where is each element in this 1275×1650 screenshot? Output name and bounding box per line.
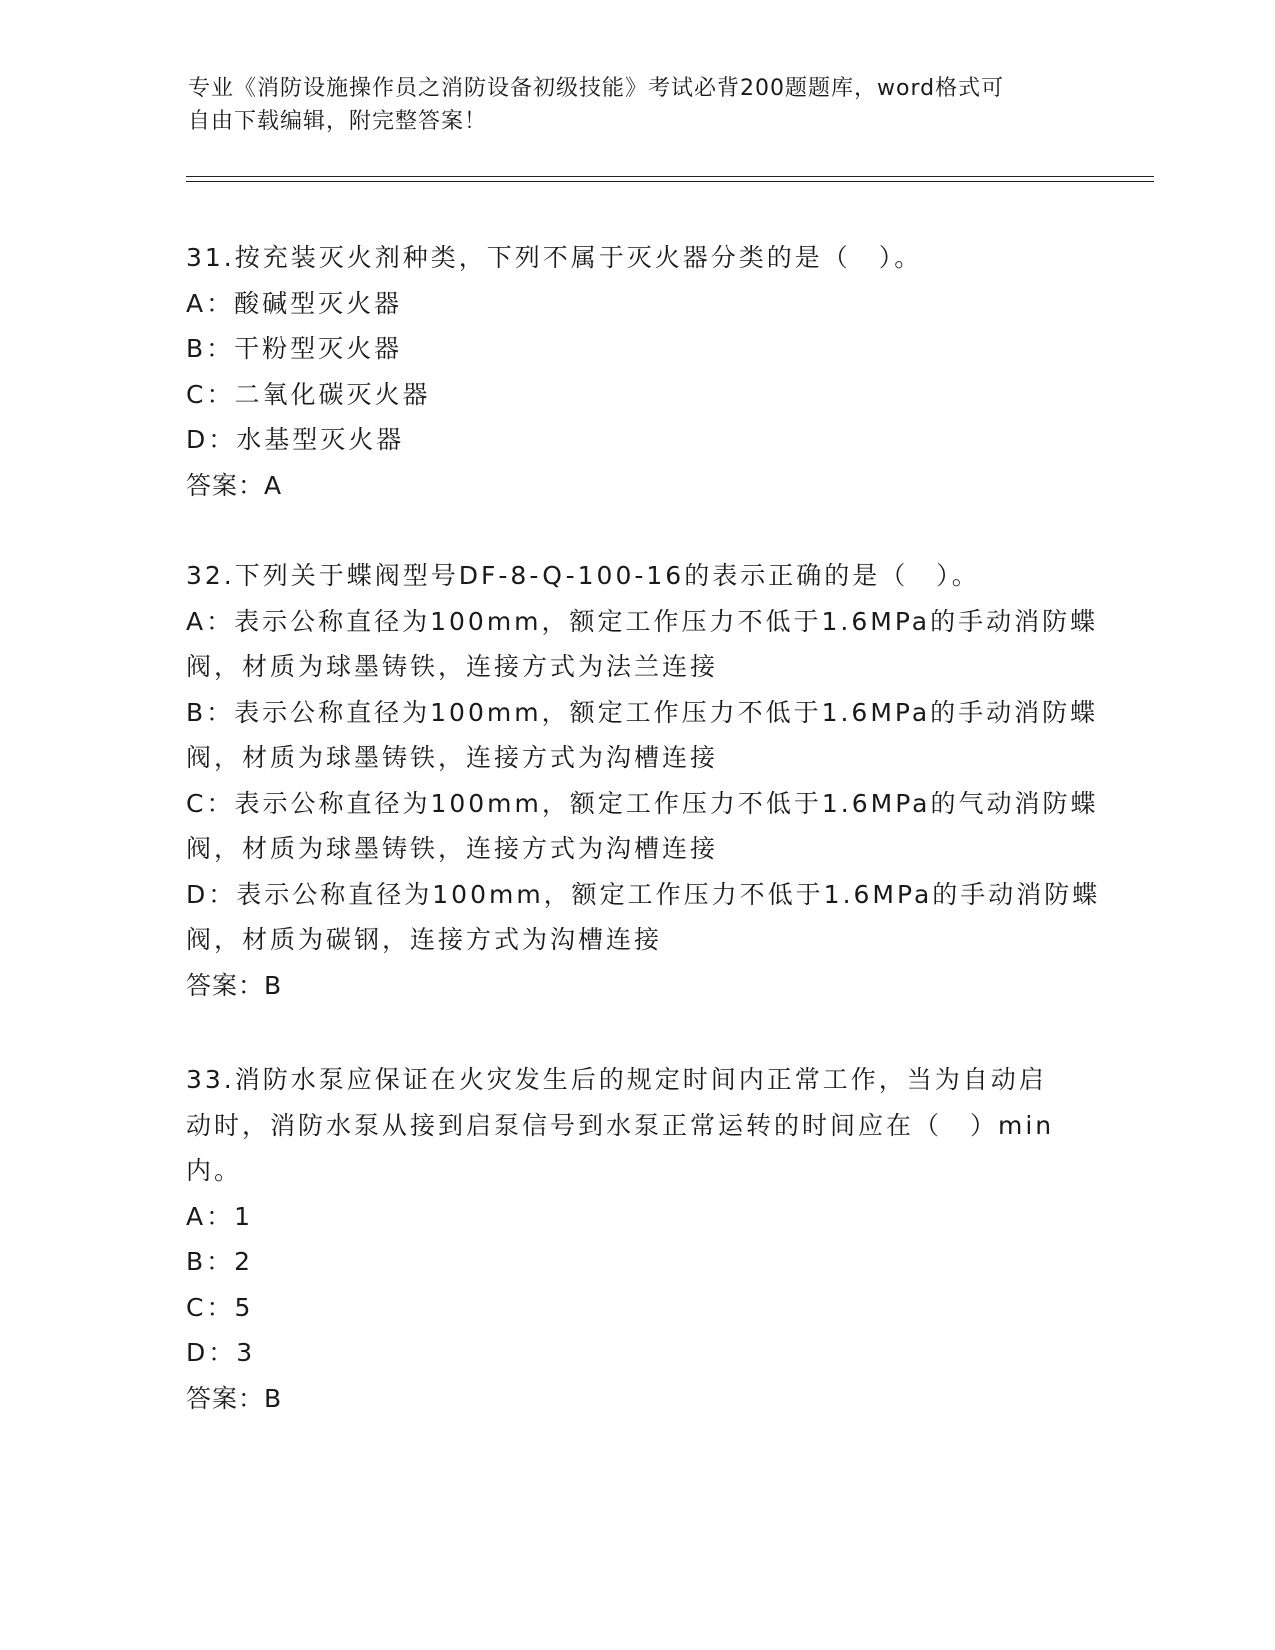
question-stem: 33.消防水泵应保证在火灾发生后的规定时间内正常工作，当为自动启 bbox=[186, 1065, 1047, 1094]
option-d: D：表示公称直径为100mm，额定工作压力不低于1.6MPa的手动消防蝶 bbox=[186, 879, 1101, 909]
option-c: C：二氧化碳灭火器 bbox=[186, 379, 431, 409]
header-line-1: 专业《消防设施操作员之消防设备初级技能》考试必背200题题库，word格式可 bbox=[188, 76, 1005, 101]
question-33 bbox=[186, 1057, 1086, 1421]
option-c: C：表示公称直径为100mm，额定工作压力不低于1.6MPa的气动消防蝶 bbox=[186, 788, 1099, 818]
option-d-continued: 阀，材质为碳钢，连接方式为沟槽连接 bbox=[186, 925, 663, 954]
option-d: D：3 bbox=[186, 1338, 256, 1367]
answer-label: 答案：A bbox=[186, 470, 283, 500]
option-d: D：水基型灭火器 bbox=[186, 425, 405, 454]
option-c: C：5 bbox=[186, 1292, 254, 1322]
option-a: A：表示公称直径为100mm，额定工作压力不低于1.6MPa的手动消防蝶 bbox=[186, 606, 1099, 636]
question-stem-end: 内。 bbox=[186, 1156, 243, 1185]
option-a: A：酸碱型灭火器 bbox=[186, 288, 403, 318]
option-b-continued: 阀，材质为球墨铸铁，连接方式为沟槽连接 bbox=[186, 743, 719, 772]
option-a-continued: 阀，材质为球墨铸铁，连接方式为法兰连接 bbox=[186, 652, 719, 681]
document-header bbox=[188, 72, 1088, 138]
question-stem-continued: 动时，消防水泵从接到启泵信号到水泵正常运转的时间应在（ ）min bbox=[186, 1110, 1055, 1140]
option-c-continued: 阀，材质为球墨铸铁，连接方式为沟槽连接 bbox=[186, 834, 719, 863]
answer-label: 答案：B bbox=[186, 970, 283, 1000]
header-divider-bottom bbox=[186, 181, 1154, 182]
answer-label: 答案：B bbox=[186, 1383, 283, 1413]
option-b: B：2 bbox=[186, 1247, 254, 1276]
option-b: B：表示公称直径为100mm，额定工作压力不低于1.6MPa的手动消防蝶 bbox=[186, 697, 1099, 727]
question-31 bbox=[186, 235, 1086, 508]
option-b: B：干粉型灭火器 bbox=[186, 334, 403, 363]
header-line-2: 自由下载编辑，附完整答案！ bbox=[188, 109, 488, 134]
question-stem: 32.下列关于蝶阀型号DF-8-Q-100-16的表示正确的是（ ）。 bbox=[186, 561, 980, 590]
question-32 bbox=[186, 553, 1101, 1008]
question-stem: 31.按充装灭火剂种类，下列不属于灭火器分类的是（ ）。 bbox=[186, 243, 923, 272]
header-divider-top bbox=[186, 176, 1154, 177]
option-a: A：1 bbox=[186, 1201, 254, 1231]
